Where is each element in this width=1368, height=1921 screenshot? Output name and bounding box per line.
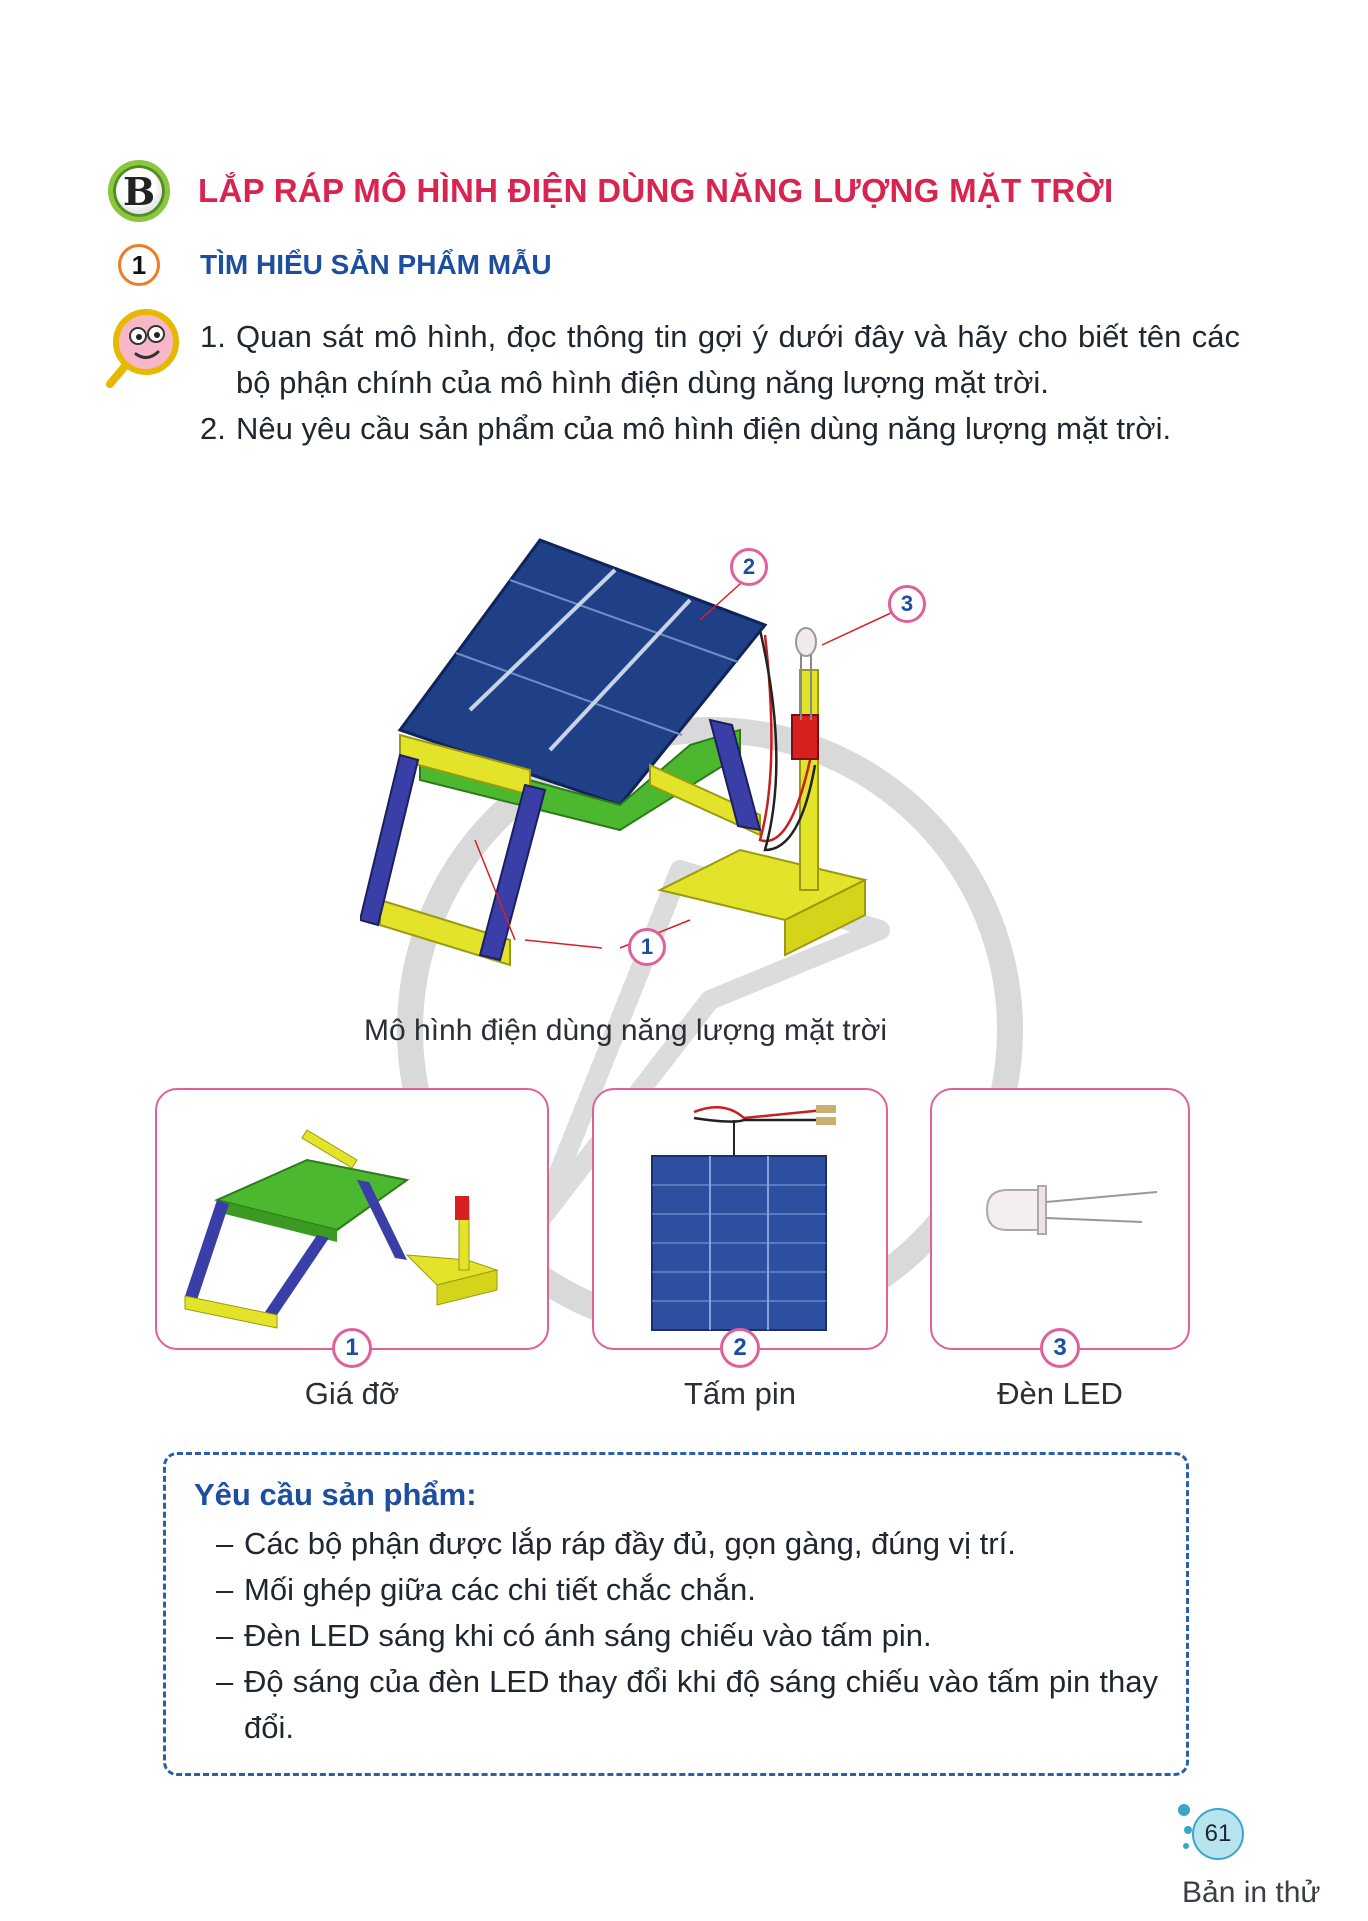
part-number: 2 xyxy=(720,1328,760,1368)
subsection-title: TÌM HIỂU SẢN PHẨM MẪU xyxy=(200,249,552,280)
bullet-dash: – xyxy=(216,1664,234,1699)
callout-2 xyxy=(730,548,768,586)
part-label: Tấm pin xyxy=(684,1376,796,1411)
requirement-text: Mối ghép giữa các chi tiết chắc chắn. xyxy=(244,1572,756,1607)
callout-1 xyxy=(628,928,666,966)
requirement-text: Độ sáng của đèn LED thay đổi khi độ sáng chiếu vào tấm pin thay đổi. xyxy=(244,1664,1158,1745)
list-item xyxy=(194,1659,1158,1751)
callout-number: 3 xyxy=(888,585,926,623)
question-list xyxy=(200,314,1240,452)
question-item xyxy=(200,314,1240,406)
section-header xyxy=(108,160,1113,222)
part-number: 3 xyxy=(1040,1328,1080,1368)
callout-number: 1 xyxy=(628,928,666,966)
proof-label: Bản in thử xyxy=(1182,1876,1321,1909)
magnifier-mascot-icon xyxy=(100,306,184,390)
question-text: Quan sát mô hình, đọc thông tin gợi ý dưới đây và hãy cho biết tên các bộ phận chính của mô hình điện dùng năng lượng mặt trời. xyxy=(236,319,1240,400)
requirements-list xyxy=(194,1521,1158,1751)
part-label: Đèn LED xyxy=(997,1376,1123,1411)
requirement-text: Các bộ phận được lắp ráp đầy đủ, gọn gàng, đúng vị trí. xyxy=(244,1526,1016,1561)
frame-image xyxy=(157,1090,551,1352)
section-letter-badge: B xyxy=(108,160,170,222)
requirements-box xyxy=(163,1452,1189,1776)
bullet-dash: – xyxy=(216,1618,234,1653)
part-card-panel xyxy=(592,1088,888,1361)
question-number: 2. xyxy=(200,411,226,446)
subsection-header xyxy=(118,244,552,286)
callout-number: 2 xyxy=(730,548,768,586)
list-item xyxy=(194,1521,1158,1567)
bullet-dash: – xyxy=(216,1572,234,1607)
page-number: 61 xyxy=(1192,1808,1244,1860)
part-number: 1 xyxy=(332,1328,372,1368)
figure-caption: Mô hình điện dùng năng lượng mặt trời xyxy=(364,1014,888,1047)
section-title: LẮP RÁP MÔ HÌNH ĐIỆN DÙNG NĂNG LƯỢNG MẶT TRỜI xyxy=(198,172,1114,209)
requirement-text: Đèn LED sáng khi có ánh sáng chiếu vào tấm pin. xyxy=(244,1618,932,1653)
question-text: Nêu yêu cầu sản phẩm của mô hình điện dùng năng lượng mặt trời. xyxy=(236,411,1172,446)
question-number: 1. xyxy=(200,319,226,354)
bullet-dash: – xyxy=(216,1526,234,1561)
requirements-title: Yêu cầu sản phẩm: xyxy=(194,1477,477,1512)
part-card-led xyxy=(930,1088,1190,1361)
part-card-frame xyxy=(155,1088,549,1361)
subsection-number: 1 xyxy=(118,244,160,286)
question-item xyxy=(200,406,1240,452)
part-label: Giá đỡ xyxy=(304,1376,400,1411)
list-item xyxy=(194,1567,1158,1613)
list-item xyxy=(194,1613,1158,1659)
callout-3 xyxy=(888,585,926,623)
solar-panel-image xyxy=(594,1090,890,1352)
led-image xyxy=(932,1090,1192,1352)
